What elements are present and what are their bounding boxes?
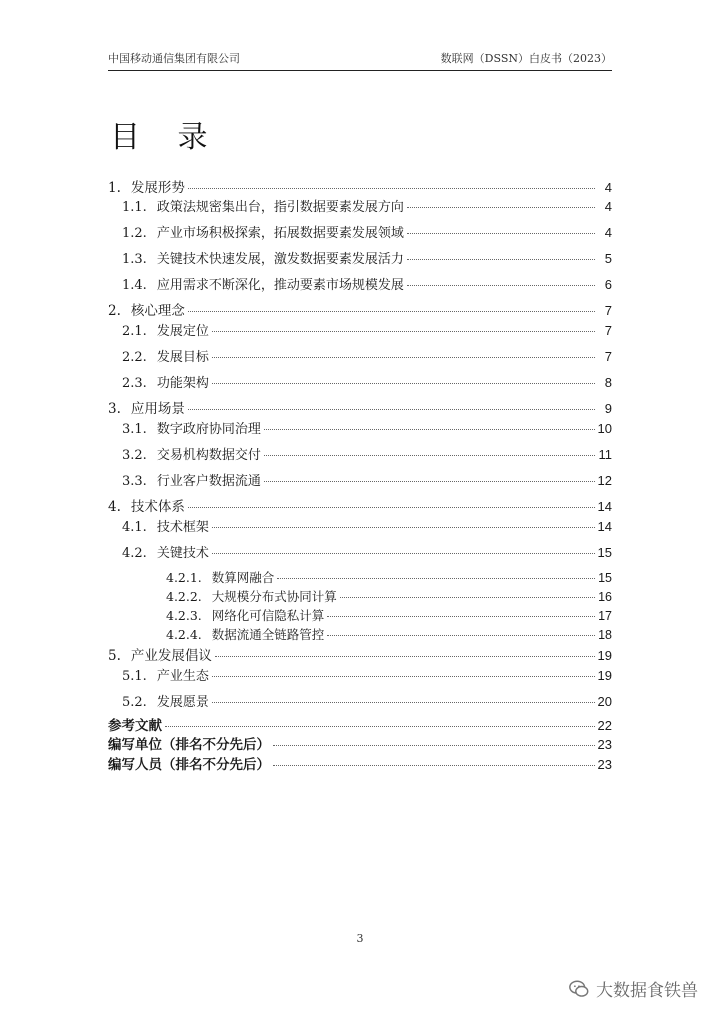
toc-entry-number: 1. (108, 180, 121, 196)
dot-leader (407, 233, 595, 234)
header-document-title: 数联网（DSSN）白皮书（2023） (440, 52, 612, 65)
toc-entry-page: 5 (604, 251, 612, 266)
toc-entry-number: 5.1. (122, 669, 147, 684)
toc-entry[interactable] (108, 733, 612, 751)
toc-entry-page: 8 (604, 375, 612, 390)
toc-entry-label: 政策法规密集出台，指引数据要素发展方向 (156, 200, 404, 215)
dot-leader (212, 676, 595, 677)
toc-entry-label: 发展定位 (156, 324, 209, 339)
toc-entry-page: 9 (604, 401, 612, 416)
toc-title: 目 录 (110, 120, 222, 155)
toc-entry-label: 编写单位（排名不分先后） (108, 737, 270, 753)
toc-entry[interactable] (122, 418, 612, 436)
toc-entry[interactable] (108, 714, 612, 732)
toc-entry-page: 10 (597, 421, 612, 436)
dot-leader (407, 207, 595, 208)
toc-entry[interactable] (122, 372, 612, 390)
dot-leader (188, 188, 595, 189)
dot-leader (212, 702, 595, 703)
toc-entry-page: 16 (598, 590, 612, 604)
toc-entry-number: 1.2. (122, 226, 147, 241)
toc-entry-label: 应用需求不断深化，推动要素市场规模发展 (156, 278, 404, 293)
toc-entry-page: 15 (598, 571, 612, 585)
toc-entry[interactable] (108, 495, 612, 513)
toc-entry[interactable] (108, 176, 612, 194)
toc-entry-label: 产业市场积极探索，拓展数据要素发展领域 (156, 226, 404, 241)
toc-entry-label: 数字政府协同治理 (156, 422, 261, 437)
dot-leader (407, 285, 595, 286)
toc-entry[interactable] (166, 587, 612, 605)
toc-entry-number: 4.2.3. (166, 608, 202, 623)
toc-entry-page: 23 (597, 757, 612, 772)
toc-entry[interactable] (108, 299, 612, 317)
toc-entry-number: 2.1. (122, 324, 147, 339)
toc-entry-page: 7 (604, 303, 612, 318)
toc-entry[interactable] (122, 196, 612, 214)
dot-leader (327, 616, 595, 617)
toc-entry-label: 编写人员（排名不分先后） (108, 757, 270, 773)
toc-entry[interactable] (122, 691, 612, 709)
dot-leader (215, 656, 595, 657)
toc-entry[interactable] (122, 516, 612, 534)
page-number: 3 (356, 932, 364, 945)
toc-entry-number: 5.2. (122, 695, 147, 710)
toc-entry-label: 核心理念 (130, 303, 185, 319)
toc-entry-number: 4.2.1. (166, 570, 202, 585)
toc-entry-label: 产业生态 (156, 669, 209, 684)
toc-entry-label: 网络化可信隐私计算 (211, 608, 325, 623)
toc-entry-number: 5. (108, 648, 121, 664)
toc-entry-page: 19 (597, 668, 612, 683)
toc-entry-page: 22 (597, 718, 612, 733)
toc-entry[interactable] (122, 470, 612, 488)
dot-leader (212, 331, 595, 332)
dot-leader (188, 311, 595, 312)
toc-entry[interactable] (166, 625, 612, 643)
dot-leader (212, 357, 595, 358)
toc-entry-number: 3. (108, 401, 121, 417)
toc-entry-number: 2. (108, 303, 121, 319)
toc-entry-number: 4.2.2. (166, 589, 202, 604)
toc-entry-label: 应用场景 (130, 401, 185, 417)
toc-entry-label: 数算网融合 (211, 570, 275, 585)
toc-entry-label: 发展愿景 (156, 695, 209, 710)
toc-entry[interactable] (122, 542, 612, 560)
toc-entry-label: 参考文献 (108, 718, 162, 734)
toc-entry[interactable] (122, 320, 612, 338)
toc-entry-number: 1.4. (122, 278, 147, 293)
toc-entry-page: 4 (604, 180, 612, 195)
toc-entry-number: 4. (108, 499, 121, 515)
toc-entry-page: 6 (604, 277, 612, 292)
toc-entry[interactable] (122, 248, 612, 266)
dot-leader (407, 259, 595, 260)
dot-leader (264, 455, 595, 456)
toc-entry-label: 交易机构数据交付 (156, 448, 261, 463)
toc-entry-page: 4 (604, 199, 612, 214)
dot-leader (327, 635, 595, 636)
toc-entry-number: 1.1. (122, 200, 147, 215)
wechat-icon (568, 978, 590, 1000)
toc-entry-number: 4.2.4. (166, 627, 202, 642)
toc-entry-label: 关键技术快速发展，激发数据要素发展活力 (156, 252, 404, 267)
toc-entry-label: 技术框架 (156, 520, 209, 535)
toc-entry-page: 14 (597, 519, 612, 534)
toc-entry-page: 18 (598, 628, 612, 642)
toc-entry-number: 1.3. (122, 252, 147, 267)
toc-entry[interactable] (108, 753, 612, 771)
toc-entry[interactable] (122, 222, 612, 240)
toc-entry-label: 产业发展倡议 (130, 648, 212, 664)
watermark (568, 976, 698, 1001)
watermark-text: 大数据食铁兽 (596, 981, 698, 1001)
toc-entry-page: 17 (598, 609, 612, 623)
toc-entry-number: 3.1. (122, 422, 147, 437)
toc-entry-number: 3.3. (122, 474, 147, 489)
dot-leader (212, 527, 595, 528)
dot-leader (277, 578, 595, 579)
dot-leader (212, 383, 595, 384)
dot-leader (273, 765, 595, 766)
dot-leader (264, 429, 595, 430)
toc-entry[interactable] (166, 606, 612, 624)
toc-entry-page: 12 (597, 473, 612, 488)
toc-entry-label: 发展形势 (130, 180, 185, 196)
dot-leader (188, 507, 595, 508)
toc-entry-number: 2.3. (122, 376, 147, 391)
toc-entry-number: 2.2. (122, 350, 147, 365)
header-organization: 中国移动通信集团有限公司 (108, 52, 240, 65)
toc-entry-number: 4.1. (122, 520, 147, 535)
toc-entry-number: 4.2. (122, 546, 147, 561)
toc-entry-page: 15 (597, 545, 612, 560)
toc-entry[interactable] (108, 397, 612, 415)
toc-entry-label: 发展目标 (156, 350, 209, 365)
toc-entry[interactable] (122, 346, 612, 364)
toc-entry[interactable] (122, 665, 612, 683)
toc-entry-page: 7 (604, 349, 612, 364)
dot-leader (188, 409, 595, 410)
toc-entry-label: 功能架构 (156, 376, 209, 391)
dot-leader (273, 745, 595, 746)
toc-entry-label: 技术体系 (130, 499, 185, 515)
toc-entry-page: 19 (597, 648, 612, 663)
dot-leader (212, 553, 595, 554)
toc-entry-label: 大规模分布式协同计算 (211, 589, 337, 604)
toc-entry-label: 数据流通全链路管控 (211, 627, 325, 642)
toc-entry-page: 7 (604, 323, 612, 338)
toc-entry-page: 14 (597, 499, 612, 514)
toc-entry-page: 4 (604, 225, 612, 240)
toc-entry[interactable] (122, 444, 612, 462)
toc-entry-page: 20 (597, 694, 612, 709)
toc-entry-label: 关键技术 (156, 546, 209, 561)
toc-entry[interactable] (122, 274, 612, 292)
toc-entry[interactable] (166, 568, 612, 586)
toc-entry-number: 3.2. (122, 448, 147, 463)
dot-leader (165, 726, 595, 727)
toc-entry-label: 行业客户数据流通 (156, 474, 261, 489)
toc-entry[interactable] (108, 644, 612, 662)
dot-leader (340, 597, 595, 598)
dot-leader (264, 481, 595, 482)
toc-entry-page: 23 (597, 737, 612, 752)
toc-entry-page: 11 (598, 447, 612, 462)
